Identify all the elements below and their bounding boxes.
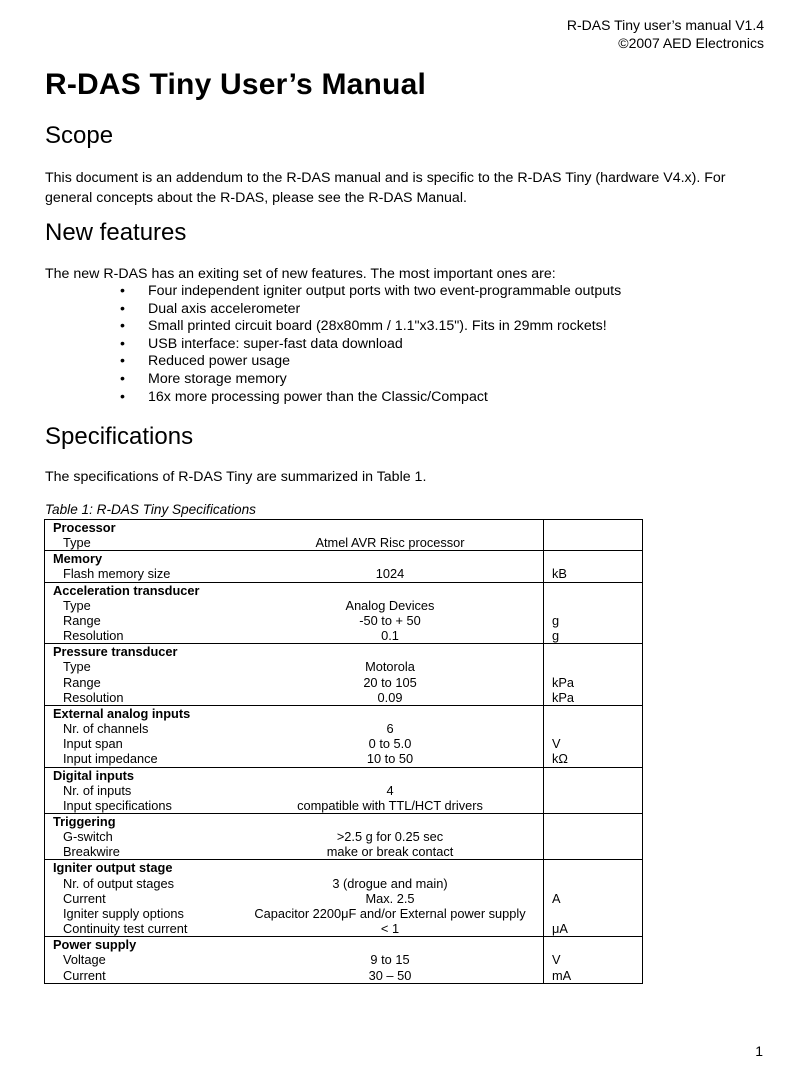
list-item bbox=[120, 353, 621, 371]
table-row bbox=[45, 798, 643, 814]
feature-list bbox=[120, 283, 621, 406]
parameter-value: make or break contact bbox=[326, 844, 454, 860]
group-name: Acceleration transducer bbox=[53, 582, 200, 598]
group-name: Pressure transducer bbox=[53, 644, 178, 660]
bullet-icon: • bbox=[120, 283, 125, 299]
header-copyright: ©2007 AED Electronics bbox=[618, 35, 764, 51]
parameter-unit: kPa bbox=[552, 689, 575, 705]
parameter-value: 0 to 5.0 bbox=[368, 736, 412, 752]
table-row bbox=[45, 736, 643, 751]
table-row bbox=[45, 659, 643, 674]
table-row bbox=[45, 721, 643, 736]
table-row bbox=[45, 876, 643, 891]
parameter-name: Flash memory size bbox=[63, 566, 171, 582]
parameter-value: 1024 bbox=[375, 566, 405, 582]
table-row bbox=[45, 751, 643, 767]
table-row bbox=[45, 829, 643, 844]
group-name: Igniter output stage bbox=[53, 860, 173, 876]
group-name: Digital inputs bbox=[53, 767, 135, 783]
parameter-value: 6 bbox=[386, 721, 394, 737]
parameter-value: 20 to 105 bbox=[363, 674, 417, 690]
parameter-name: Input specifications bbox=[63, 797, 172, 813]
table-row bbox=[45, 844, 643, 860]
parameter-unit: kB bbox=[552, 566, 567, 582]
parameter-value: 0.1 bbox=[381, 628, 399, 644]
bullet-icon: • bbox=[120, 335, 125, 352]
parameter-name: G-switch bbox=[63, 829, 113, 845]
table-row bbox=[45, 598, 643, 613]
group-name: Memory bbox=[53, 551, 103, 567]
parameter-value: Max. 2.5 bbox=[365, 890, 415, 906]
parameter-name: Voltage bbox=[63, 952, 106, 968]
scope-heading: Scope bbox=[45, 122, 114, 149]
feature-text: Dual axis accelerometer bbox=[148, 300, 301, 317]
list-item bbox=[120, 389, 621, 407]
parameter-value: 30 – 50 bbox=[368, 967, 412, 983]
parameter-value: Analog Devices bbox=[345, 597, 435, 613]
parameter-value: 9 to 15 bbox=[370, 952, 410, 968]
table-row bbox=[45, 690, 643, 706]
specifications-heading: Specifications bbox=[45, 423, 194, 450]
parameter-name: Current bbox=[63, 890, 106, 906]
table-group-row bbox=[45, 705, 643, 721]
table-group-row bbox=[45, 551, 643, 567]
parameter-name: Nr. of inputs bbox=[63, 782, 132, 798]
parameter-name: Range bbox=[63, 674, 101, 690]
parameter-value: Atmel AVR Risc processor bbox=[315, 535, 465, 551]
table-row bbox=[45, 968, 643, 984]
table-row bbox=[45, 783, 643, 798]
table-group-row bbox=[45, 767, 643, 783]
parameter-value: 3 (drogue and main) bbox=[332, 875, 448, 891]
bullet-icon: • bbox=[120, 300, 125, 317]
feature-text: Reduced power usage bbox=[148, 353, 290, 370]
parameter-value: >2.5 g for 0.25 sec bbox=[336, 829, 444, 845]
document-title: R-DAS Tiny User’s Manual bbox=[45, 68, 427, 101]
bullet-icon: • bbox=[120, 318, 125, 335]
parameter-name: Continuity test current bbox=[63, 921, 188, 937]
bullet-icon: • bbox=[120, 353, 125, 370]
table-group-row bbox=[45, 813, 643, 829]
table-group-row bbox=[45, 520, 643, 536]
bullet-icon: • bbox=[120, 388, 125, 405]
parameter-value: compatible with TTL/HCT drivers bbox=[297, 797, 483, 813]
feature-text: Small printed circuit board (28x80mm / 1.1"x3.15"). Fits in 29mm rockets! bbox=[148, 318, 607, 335]
group-name: Triggering bbox=[53, 813, 116, 829]
table-group-row bbox=[45, 860, 643, 876]
feature-text: Four independent igniter output ports with two event-programmable outputs bbox=[148, 283, 622, 299]
feature-text: More storage memory bbox=[148, 370, 287, 387]
running-header bbox=[567, 16, 764, 52]
parameter-name: Range bbox=[63, 612, 101, 628]
list-item bbox=[120, 318, 621, 336]
table-group-row bbox=[45, 937, 643, 953]
parameter-name: Breakwire bbox=[63, 844, 120, 860]
parameter-name: Nr. of output stages bbox=[63, 875, 174, 891]
parameter-name: Resolution bbox=[63, 689, 124, 705]
page-number: 1 bbox=[755, 1043, 763, 1059]
table-group-row bbox=[45, 644, 643, 660]
parameter-value: 10 to 50 bbox=[366, 751, 414, 767]
specifications-table bbox=[44, 519, 643, 984]
table-row bbox=[45, 891, 643, 906]
group-name: Power supply bbox=[53, 937, 137, 953]
feature-text: 16x more processing power than the Classic/Compact bbox=[148, 388, 488, 405]
parameter-unit: g bbox=[552, 612, 560, 628]
parameter-name: Nr. of channels bbox=[63, 721, 149, 737]
table-group-row bbox=[45, 582, 643, 598]
feature-text: USB interface: super-fast data download bbox=[148, 335, 403, 352]
parameter-name: Type bbox=[63, 659, 91, 675]
parameter-unit: kΩ bbox=[552, 751, 568, 767]
parameter-value: 0.09 bbox=[377, 689, 403, 705]
parameter-name: Current bbox=[63, 967, 106, 983]
list-item bbox=[120, 301, 621, 319]
scope-text: This document is an addendum to the R-DAS manual and is specific to the R-DAS Tiny (hardware V4.x). For general concepts about the R-DAS, please see the R-DAS Manual. bbox=[45, 170, 726, 206]
parameter-name: Input span bbox=[63, 736, 123, 752]
table-row bbox=[45, 906, 643, 921]
parameter-value: -50 to + 50 bbox=[359, 612, 421, 628]
parameter-unit: kPa bbox=[552, 674, 575, 690]
group-name: Processor bbox=[53, 520, 116, 535]
parameter-name: Igniter supply options bbox=[63, 905, 184, 921]
bullet-icon: • bbox=[120, 370, 125, 387]
table-row bbox=[45, 566, 643, 582]
table-row bbox=[45, 613, 643, 628]
parameter-value: 4 bbox=[386, 782, 394, 798]
table-caption: Table 1: R-DAS Tiny Specifications bbox=[45, 502, 256, 517]
new-features-intro: The new R-DAS has an exiting set of new features. The most important ones are: bbox=[45, 266, 556, 282]
parameter-unit: V bbox=[552, 736, 561, 752]
table-row bbox=[45, 675, 643, 690]
parameter-value: Capacitor 2200μF and/or External power supply bbox=[254, 905, 526, 921]
parameter-value: < 1 bbox=[380, 921, 400, 937]
specifications-intro: The specifications of R-DAS Tiny are summarized in Table 1. bbox=[45, 469, 427, 485]
parameter-name: Input impedance bbox=[63, 751, 158, 767]
list-item bbox=[120, 336, 621, 354]
table-row bbox=[45, 628, 643, 644]
header-manual-version: R-DAS Tiny user’s manual V1.4 bbox=[566, 17, 764, 33]
parameter-name: Type bbox=[63, 597, 91, 613]
group-name: External analog inputs bbox=[53, 705, 191, 721]
list-item bbox=[120, 371, 621, 389]
table-row bbox=[45, 535, 643, 551]
list-item bbox=[120, 283, 621, 301]
parameter-unit: μA bbox=[552, 921, 568, 937]
parameter-unit: mA bbox=[552, 967, 572, 983]
parameter-unit: g bbox=[552, 628, 560, 644]
parameter-unit: V bbox=[552, 952, 561, 968]
parameter-unit: A bbox=[552, 890, 561, 906]
new-features-heading: New features bbox=[45, 219, 187, 246]
table-row bbox=[45, 921, 643, 937]
table-row bbox=[45, 952, 643, 967]
parameter-name: Type bbox=[63, 535, 91, 551]
parameter-name: Resolution bbox=[63, 628, 124, 644]
parameter-value: Motorola bbox=[365, 659, 415, 675]
